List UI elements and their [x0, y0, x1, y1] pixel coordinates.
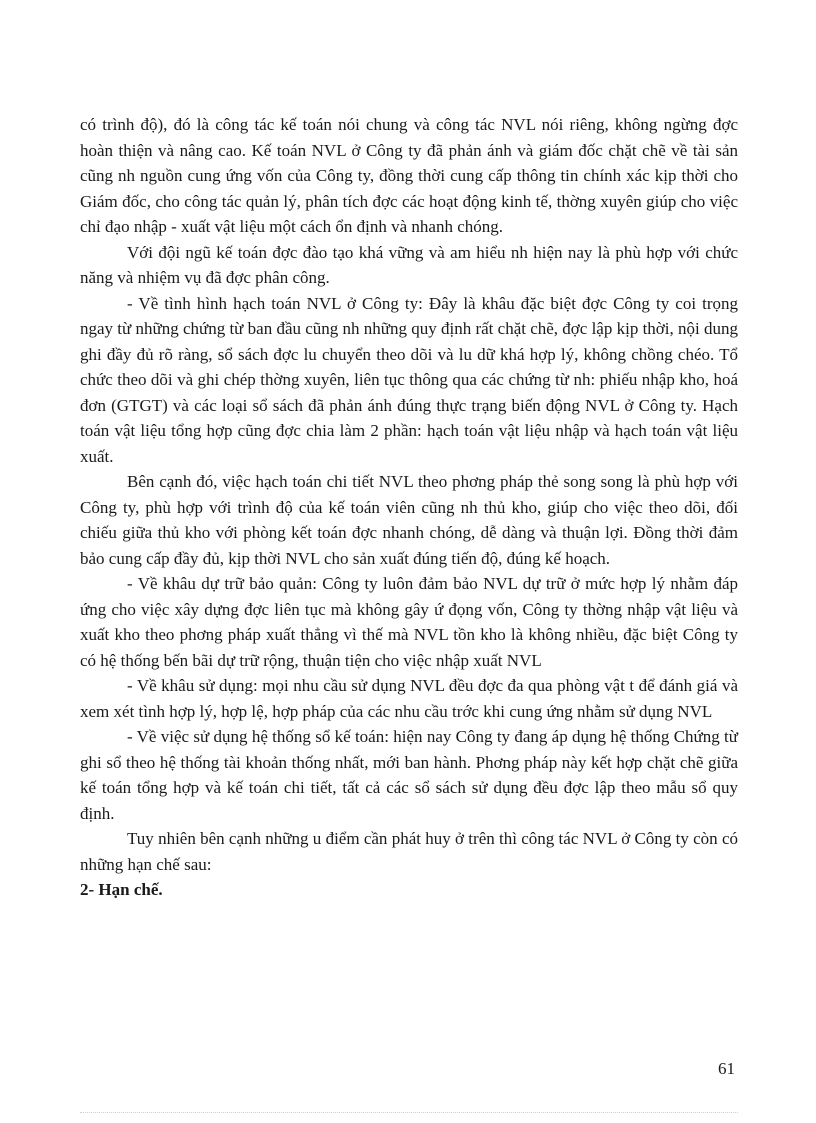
section-heading: 2- Hạn chế. [80, 880, 163, 899]
page-number: 61 [718, 1059, 735, 1078]
footer-divider [80, 1112, 738, 1113]
paragraph-limitations-intro: Tuy nhiên bên cạnh những u điểm cần phát huy ở trên thì công tác NVL ở Công ty còn có những hạn chế sau: [80, 829, 738, 874]
paragraph-usage: - Về khâu sử dụng: mọi nhu cầu sử dụng NVL đều đợc đa qua phòng vật t để đánh giá và xem xét tình hợp lý, hợp lệ, hợp pháp của các nhu cầu trớc khi cung ứng nhằm sử dụng NVL [80, 676, 738, 721]
page-body [80, 112, 738, 903]
paragraph-accounting-team: Với đội ngũ kế toán đợc đào tạo khá vững và am hiểu nh hiện nay là phù hợp với chức năng và nhiệm vụ đã đợc phân công. [80, 242, 738, 287]
paragraph-continuation: có trình độ), đó là công tác kế toán nói chung và công tác NVL nói riêng, không ngừng đợc hoàn thiện và nâng cao. Kế toán NVL ở Công ty đã phản ánh và giám đốc chặt chẽ về tài sản cũng nh nguồn cung ứng vốn của Công ty, đồng thời cung cấp thông tin chính xác kịp thời cho Giám đốc, cho công tác quản lý, phân tích đợc các hoạt động kinh tế, thờng xuyên giúp cho việc chỉ đạo nhập - xuất vật liệu một cách ổn định và nhanh chóng. [80, 115, 738, 236]
paragraph-bookkeeping-system: - Về việc sử dụng hệ thống sổ kế toán: hiện nay Công ty đang áp dụng hệ thống Chứng từ ghi sổ theo hệ thống tài khoản thống nhất, mới ban hành. Phơng pháp này kết hợp chặt chẽ giữa kế toán tổng hợp và kế toán chi tiết, tất cả các sổ sách sử dụng đều đợc lập theo mẫu sổ quy định. [80, 727, 738, 823]
paragraph-storage: - Về khâu dự trữ bảo quản: Công ty luôn đảm bảo NVL dự trữ ở mức hợp lý nhằm đáp ứng cho việc xây dựng đợc liên tục mà không gây ứ đọng vốn, Công ty thờng nhập vật liệu và xuất kho theo phơng pháp xuất thẳng vì thế mà NVL tồn kho là không nhiều, đặc biệt Công ty có hệ thống bến bãi dự trữ rộng, thuận tiện cho việc nhập xuất NVL [80, 574, 738, 670]
paragraph-accounting-status: - Về tình hình hạch toán NVL ở Công ty: Đây là khâu đặc biệt đợc Công ty coi trọng ngay từ những chứng từ ban đầu cũng nh những quy định rất chặt chẽ, đợc lập kịp thời, nội dung ghi đầy đủ rõ ràng, sổ sách đợc lu chuyển theo dõi và lu dữ khá hợp lý, không chồng chéo. Tổ chức theo dõi và ghi chép thờng xuyên, liên tục thông qua các chứng từ nh: phiếu nhập kho, hoá đơn (GTGT) và các loại sổ sách đã phản ánh đúng thực trạng biến động NVL ở Công ty. Hạch toán vật liệu tổng hợp cũng đợc chia làm 2 phần: hạch toán vật liệu nhập và hạch toán vật liệu xuất. [80, 293, 738, 466]
paragraph-detailed-accounting: Bên cạnh đó, việc hạch toán chi tiết NVL theo phơng pháp thẻ song song là phù hợp với Công ty, phù hợp với trình độ của kế toán viên cũng nh thủ kho, giúp cho việc theo dõi, đối chiếu giữa thủ kho với phòng kết toán đợc nhanh chóng, dễ dàng và thuận lợi. Đồng thời đảm bảo cung cấp đầy đủ, kịp thời NVL cho sản xuất đúng tiến độ, đúng kế hoạch. [80, 472, 738, 568]
